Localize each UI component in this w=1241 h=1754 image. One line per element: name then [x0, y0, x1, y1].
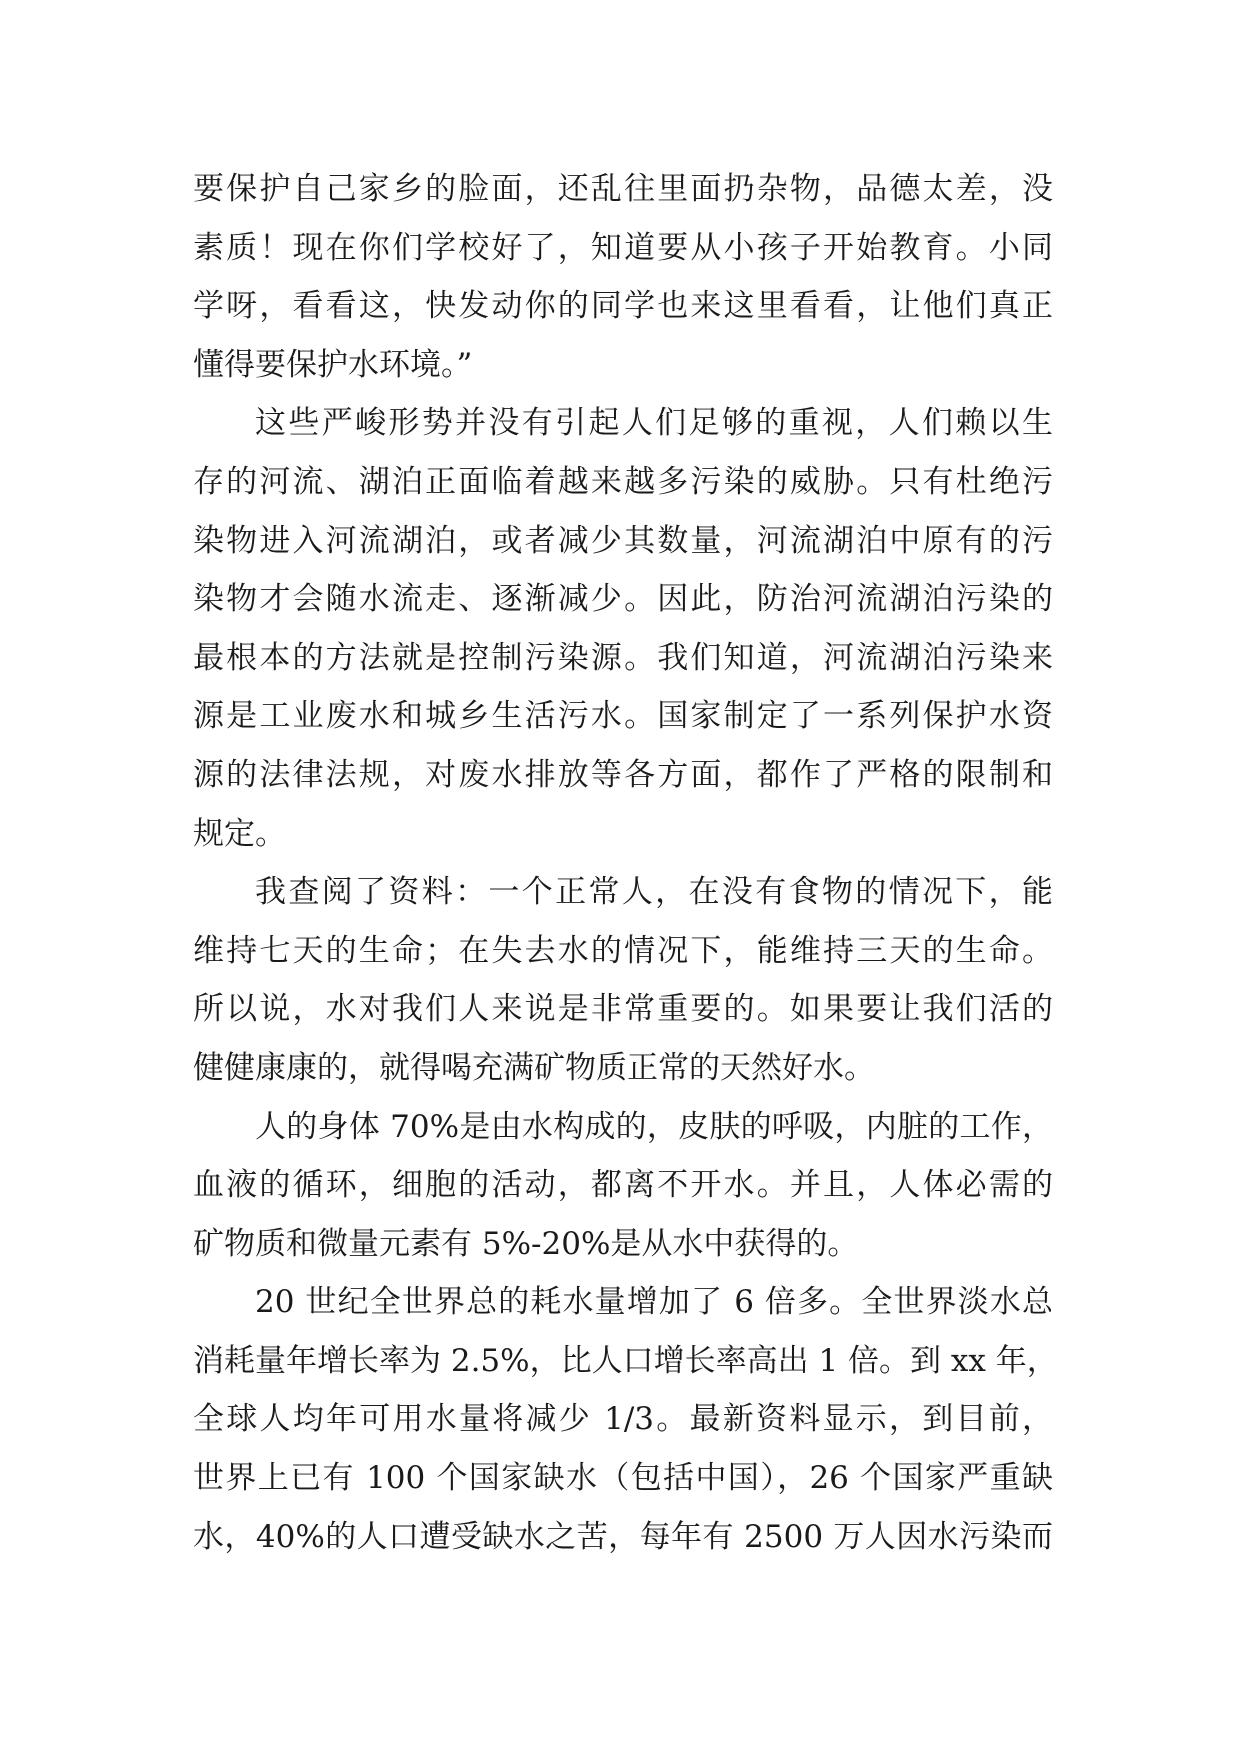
paragraph-2-line-2: 存的河流、湖泊正面临着越来越多污染的威胁。只有杜绝污: [193, 463, 1053, 500]
paragraph-3-line-2: 维持七天的生命；在失去水的情况下，能维持三天的生命。: [193, 932, 1053, 969]
paragraph-4-line-1: 人的身体 70%是由水构成的，皮肤的呼吸，内脏的工作，: [255, 1108, 1053, 1145]
paragraph-4-line-2: 血液的循环，细胞的活动，都离不开水。并且，人体必需的: [193, 1167, 1053, 1204]
paragraph-5-line-2: 消耗量年增长率为 2.5%，比人口增长率高出 1 倍。到 xx 年，: [193, 1342, 1058, 1379]
paragraph-1-line-3: 学呀，看看这，快发动你的同学也来这里看看，让他们真正: [193, 288, 1053, 325]
paragraph-2-line-8: 规定。: [193, 815, 286, 852]
document-body: [193, 160, 1058, 1566]
paragraph-2-line-6: 源是工业废水和城乡生活污水。国家制定了一系列保护水资: [193, 698, 1053, 735]
paragraph-1-line-1: 要保护自己家乡的脸面，还乱往里面扔杂物，品德太差，没: [193, 171, 1053, 207]
paragraph-2-line-5: 最根本的方法就是控制污染源。我们知道，河流湖泊污染来: [193, 639, 1053, 676]
paragraph-5-line-3: 全球人均年可用水量将减少 1/3。最新资料显示，到目前，: [193, 1401, 1053, 1438]
paragraph-2-line-7: 源的法律法规，对废水排放等各方面，都作了严格的限制和: [193, 756, 1053, 793]
paragraph-5-line-4: 世界上已有 100 个国家缺水（包括中国），26 个国家严重缺: [193, 1460, 1053, 1497]
paragraph-3-line-3: 所以说，水对我们人来说是非常重要的。如果要让我们活的: [193, 991, 1053, 1028]
paragraph-2-line-1: 这些严峻形势并没有引起人们足够的重视，人们赖以生: [255, 405, 1053, 442]
paragraph-4-line-3: 矿物质和微量元素有 5%-20%是从水中获得的。: [193, 1225, 859, 1262]
paragraph-1-line-4: 懂得要保护水环境。”: [193, 346, 473, 383]
paragraph-3-line-1: 我查阅了资料：一个正常人，在没有食物的情况下，能: [255, 874, 1053, 911]
paragraph-3-line-4: 健健康康的，就得喝充满矿物质正常的天然好水。: [193, 1049, 875, 1086]
paragraph-5-line-1: 20 世纪全世界总的耗水量增加了 6 倍多。全世界淡水总: [255, 1284, 1053, 1321]
paragraph-1-line-2: 素质！现在你们学校好了，知道要从小孩子开始教育。小同: [193, 229, 1053, 266]
paragraph-2-line-4: 染物才会随水流走、逐渐减少。因此，防治河流湖泊污染的: [193, 581, 1053, 618]
paragraph-2-line-3: 染物进入河流湖泊，或者减少其数量，河流湖泊中原有的污: [193, 522, 1053, 559]
paragraph-5-line-5: 水，40%的人口遭受缺水之苦，每年有 2500 万人因水污染而: [193, 1518, 1053, 1555]
